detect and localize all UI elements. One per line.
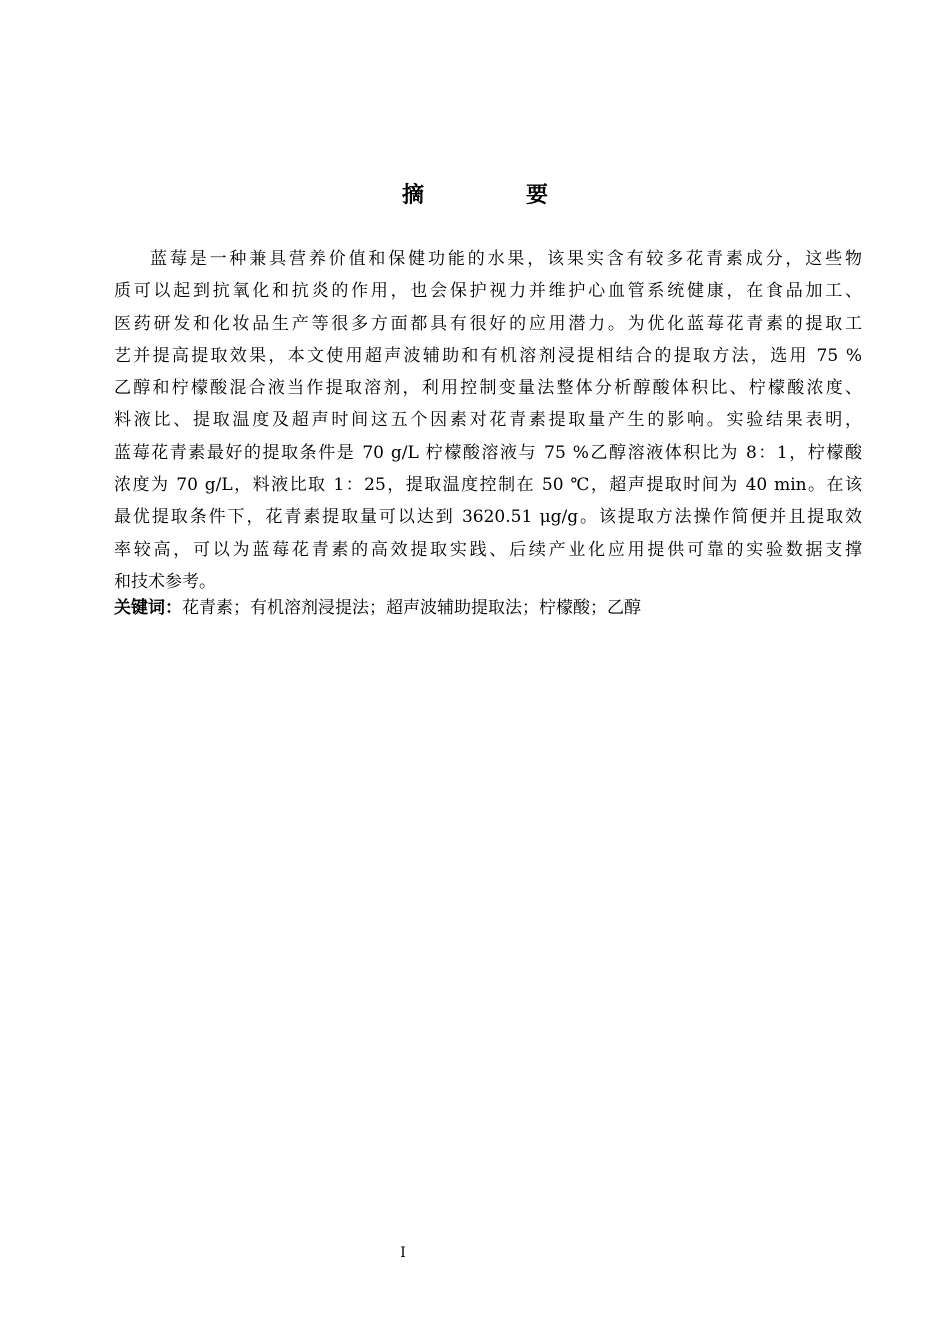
abstract-line: 最优提取条件下，花青素提取量可以达到 3620.51 μg/g。该提取方法操作简便并且提取效 xyxy=(114,507,862,528)
abstract-line: 率较高，可以为蓝莓花青素的高效提取实践、后续产业化应用提供可靠的实验数据支撑 xyxy=(114,539,862,560)
abstract-line: 医药研发和化妆品生产等很多方面都具有很好的应用潜力。为优化蓝莓花青素的提取工 xyxy=(114,313,862,334)
abstract-line: 质可以起到抗氧化和抗炎的作用，也会保护视力并维护心血管系统健康，在食品加工、 xyxy=(114,281,862,302)
abstract-line: 和技术参考。 xyxy=(114,571,216,592)
abstract-line: 蓝莓花青素最好的提取条件是 70 g/L 柠檬酸溶液与 75 %乙醇溶液体积比为 8：1，柠檬酸 xyxy=(114,442,862,463)
abstract-line: 艺并提高提取效果，本文使用超声波辅助和有机溶剂浸提相结合的提取方法，选用 75 % xyxy=(114,345,862,366)
abstract-line: 浓度为 70 g/L，料液比取 1：25，提取温度控制在 50 ℃，超声提取时间为 40 min。在该 xyxy=(114,475,862,496)
keywords-section xyxy=(114,594,862,622)
abstract-line: 乙醇和柠檬酸混合液当作提取溶剂，利用控制变量法整体分析醇酸体积比、柠檬酸浓度、 xyxy=(114,378,862,399)
keywords-text: 花青素；有机溶剂浸提法；超声波辅助提取法；柠檬酸；乙醇 xyxy=(182,598,641,618)
abstract-title: 摘 要 xyxy=(401,182,588,208)
abstract-line: 蓝莓是一种兼具营养价值和保健功能的水果，该果实含有较多花青素成分，这些物 xyxy=(150,249,862,269)
abstract-body xyxy=(114,243,862,598)
page-number: I xyxy=(400,1245,406,1261)
keywords-label: 关键词： xyxy=(114,598,182,618)
abstract-line: 料液比、提取温度及超声时间这五个因素对花青素提取量产生的影响。实验结果表明， xyxy=(114,410,862,431)
